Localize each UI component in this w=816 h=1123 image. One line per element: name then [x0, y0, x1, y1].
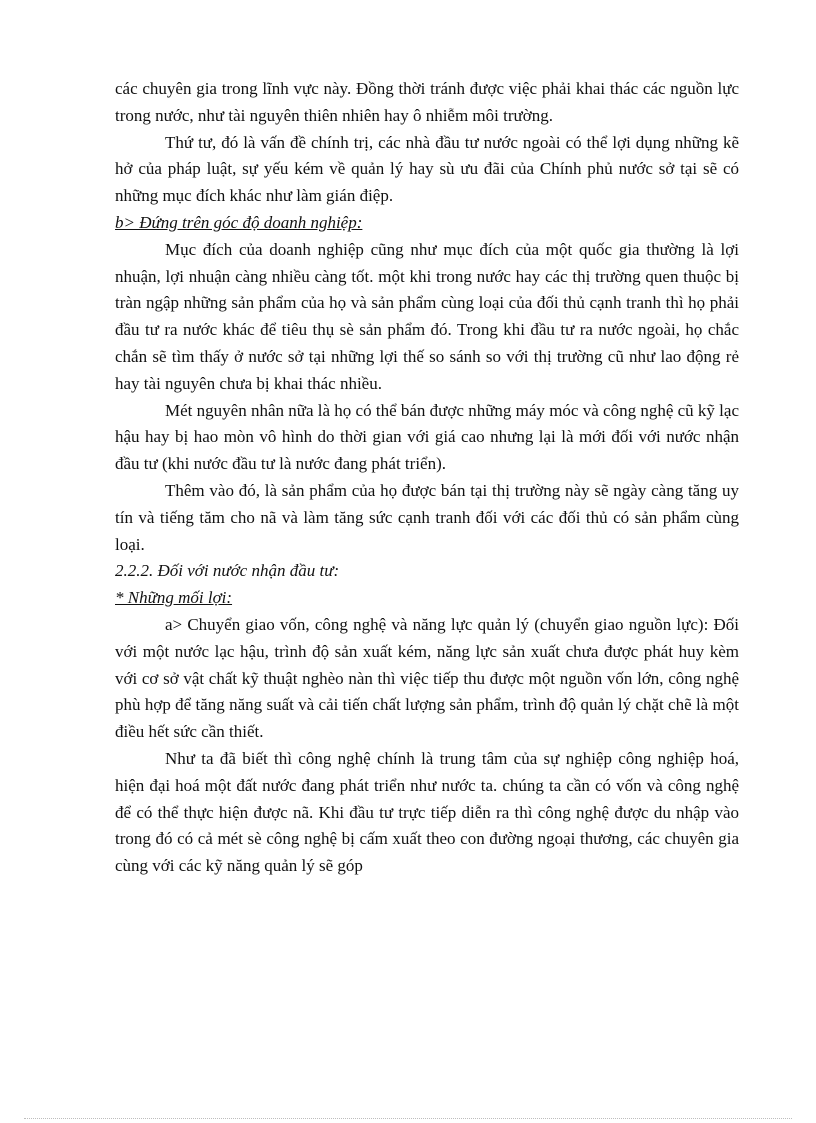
- paragraph-capital-transfer: a> Chuyển giao vốn, công nghệ và năng lực quản lý (chuyển giao nguồn lực): Đối với một nước lạc hậu, trình độ sản xuất kém, năng lực sản xuất chưa được phát huy kèm với cơ sở vật chất kỹ thuật nghèo nàn thì việc tiếp thu được một nguồn vốn lớn, công nghệ phù hợp để tăng năng suất và cải tiến chất lượng sản phẩm, trình độ quản lý chặt chẽ là một điều hết sức cần thiết.: [115, 614, 739, 742]
- section-heading-enterprise: b> Đứng trên góc độ doanh nghiệp:: [115, 212, 363, 232]
- page-bottom-divider: [24, 1118, 792, 1119]
- section-heading-benefits: * Những mối lợi:: [115, 588, 233, 608]
- paragraph-reputation: Thêm vào đó, là sản phẩm của họ được bán tại thị trường này sẽ ngày càng tăng uy tín và tiếng tăm cho nã và làm tăng sức cạnh tranh đối với các đối thủ có sản phẩm cùng loại.: [115, 480, 739, 554]
- document-body: [115, 76, 739, 880]
- paragraph-old-technology: Mét nguyên nhân nữa là họ có thể bán được những máy móc và công nghệ cũ kỹ lạc hậu hay bị hao mòn vô hình do thời gian với giá cao nhưng lại là mới đối với nước nhận đầu tư (khi nước đầu tư là nước đang phát triển).: [115, 400, 739, 474]
- paragraph-political-issue: Thứ tư, đó là vấn đề chính trị, các nhà đầu tư nước ngoài có thể lợi dụng những kẽ hở của pháp luật, sự yếu kém về quản lý hay sù ưu đãi của Chính phủ nước sở tại sẽ có những mục đích khác như làm gián điệp.: [115, 132, 739, 206]
- paragraph-continuation: các chuyên gia trong lĩnh vực này. Đồng thời tránh được việc phải khai thác các nguồn lực trong nước, như tài nguyên thiên nhiên hay ô nhiễm môi trường.: [115, 79, 739, 125]
- paragraph-enterprise-purpose: Mục đích của doanh nghiệp cũng như mục đích của một quốc gia thường là lợi nhuận, lợi nhuận càng nhiều càng tốt. một khi trong nước hay các thị trường quen thuộc bị tràn ngập những sản phẩm của họ và sản phẩm cùng loại của đối thủ cạnh tranh thì họ phải đầu tư ra nước khác để tiêu thụ sè sản phẩm đó. Trong khi đầu tư ra nước ngoài, họ chắc chắn sẽ tìm thấy ở nước sở tại những lợi thế so sánh so với thị trường cũ như lao động rẻ hay tài nguyên chưa bị khai thác nhiều.: [115, 239, 739, 393]
- paragraph-technology-center: Như ta đã biết thì công nghệ chính là trung tâm của sự nghiệp công nghiệp hoá, hiện đại hoá một đất nước đang phát triển như nước ta. chúng ta cần có vốn và công nghệ để có thể thực hiện được nã. Khi đầu tư trực tiếp diễn ra thì công nghệ được du nhập vào trong đó có cả mét sè công nghệ bị cấm xuất theo con đường ngoại thương, các chuyên gia cùng với các kỹ năng quản lý sẽ góp: [115, 748, 739, 876]
- section-heading-recipient: 2.2.2. Đối với nước nhận đầu tư:: [115, 561, 340, 581]
